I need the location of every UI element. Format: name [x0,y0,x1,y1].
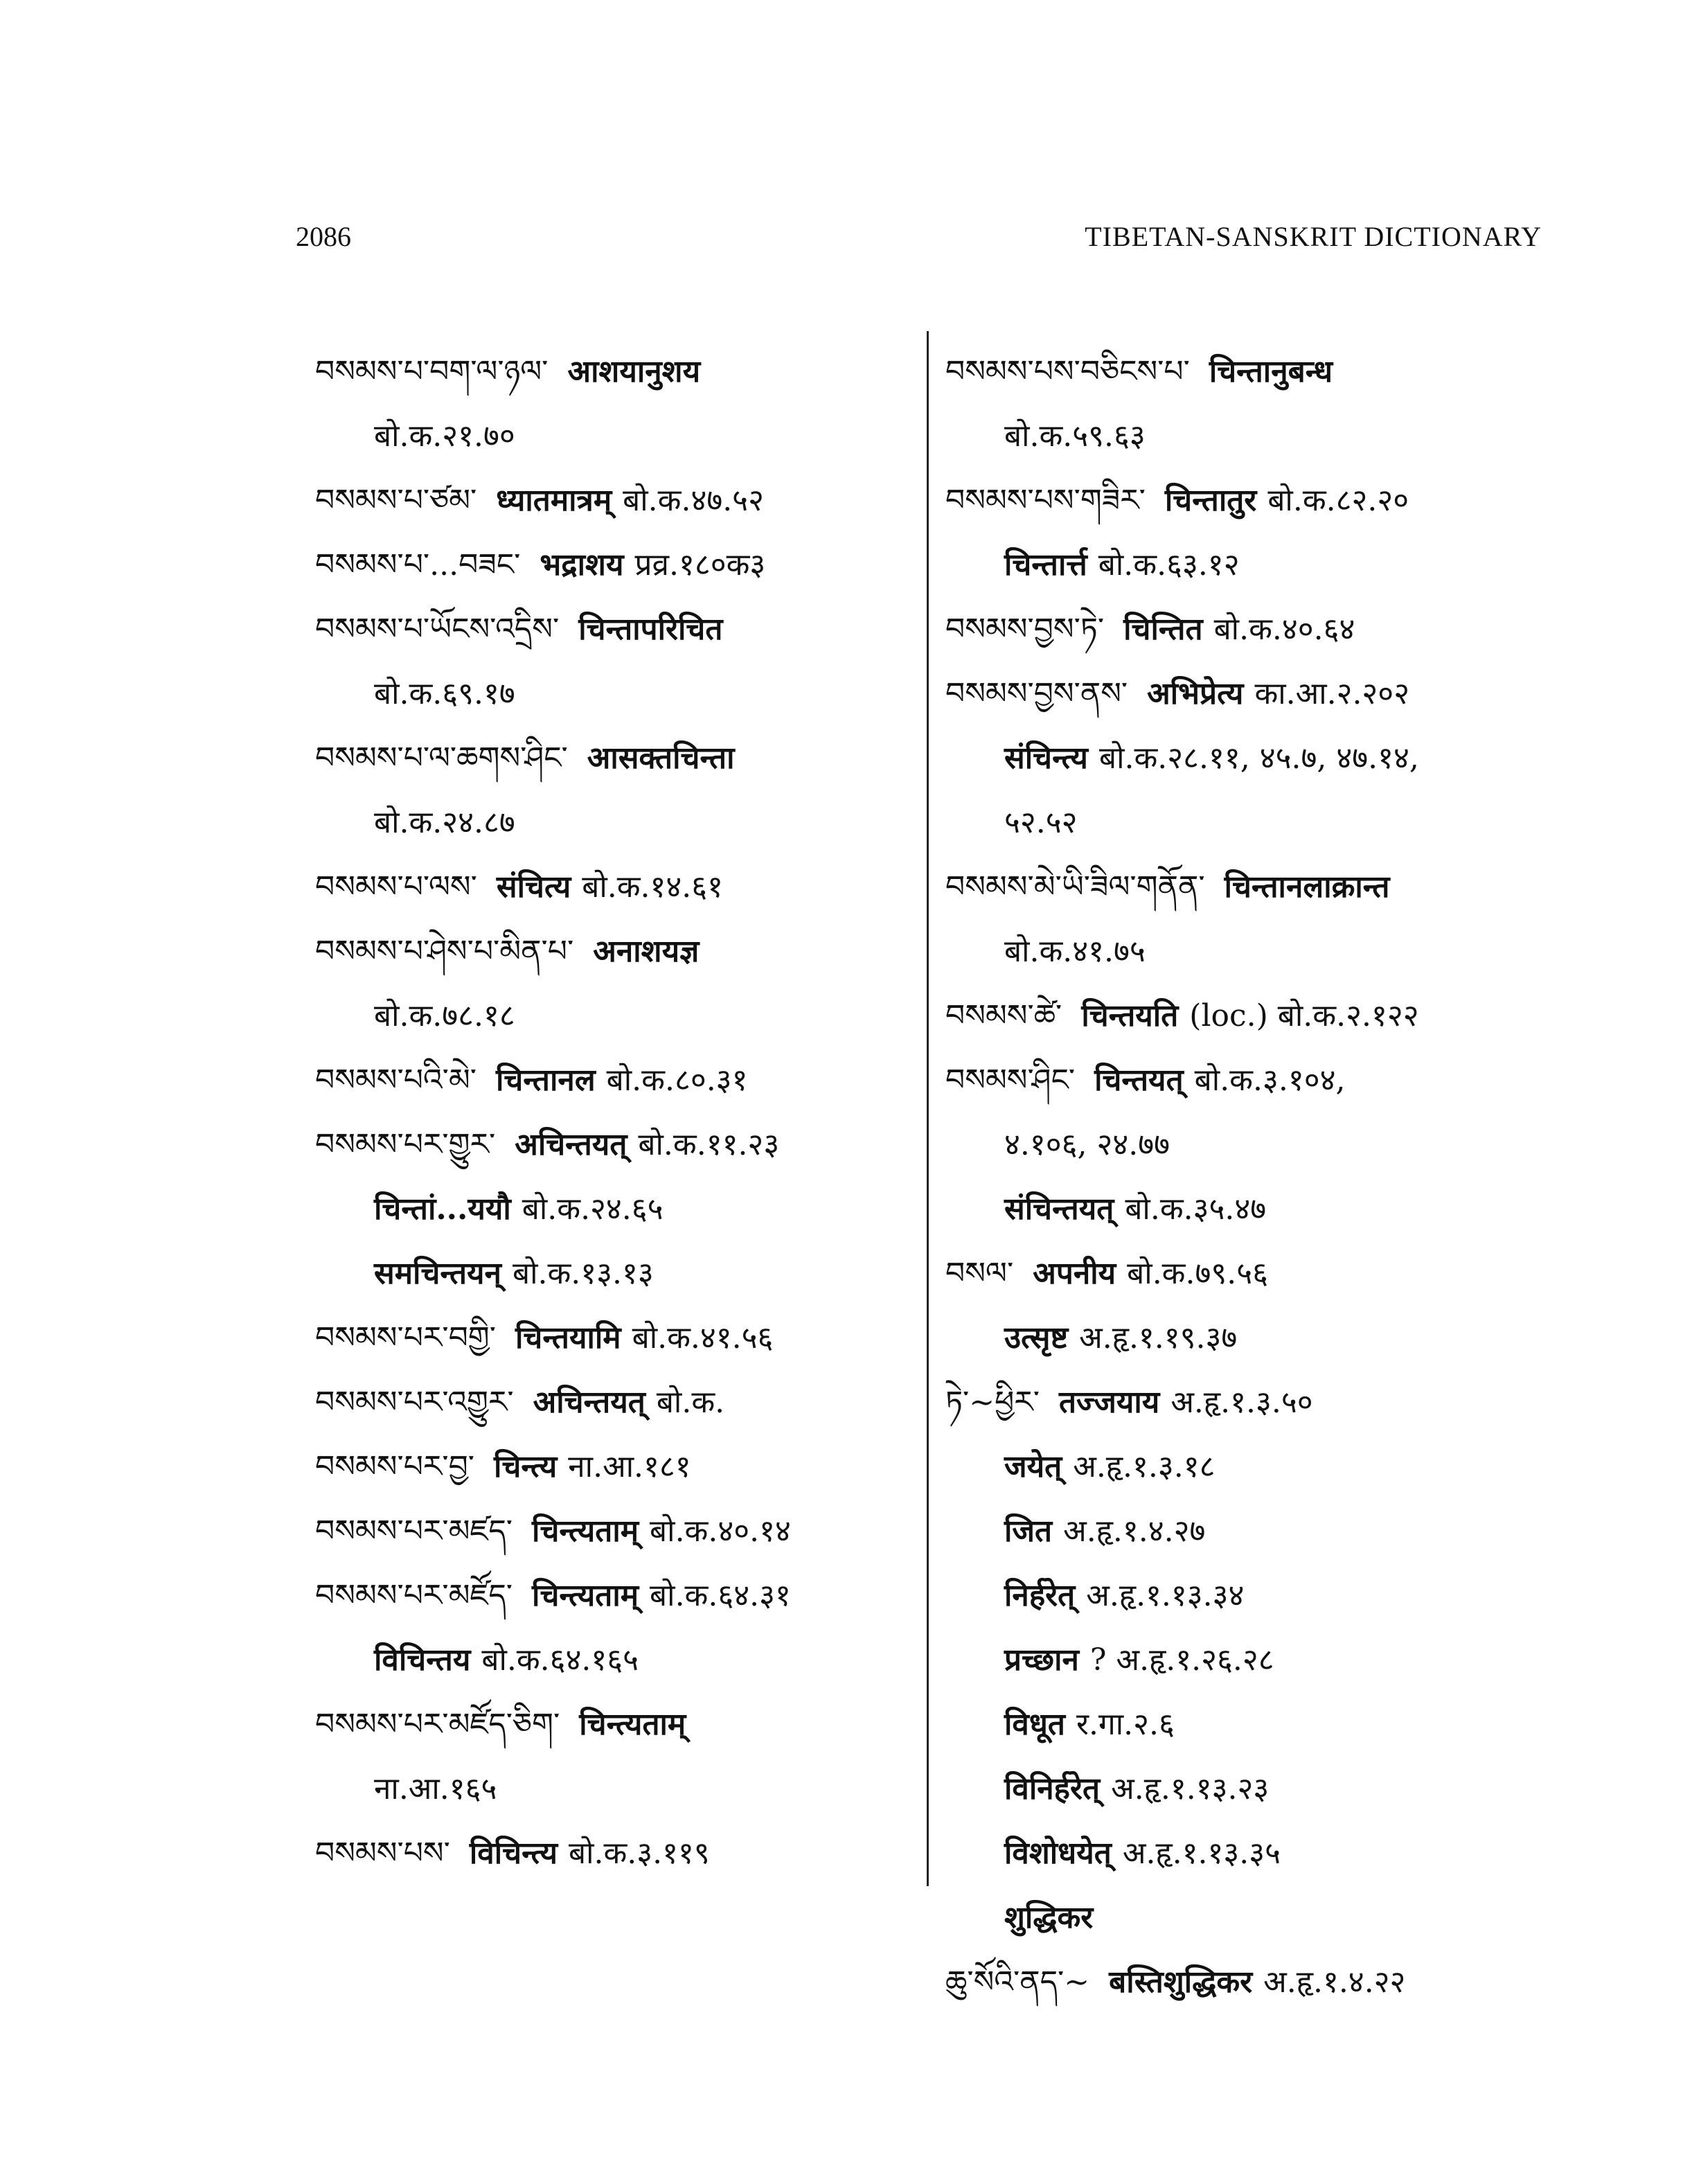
dictionary-entry [315,1177,911,1241]
sanskrit-equivalent: संचिन्तयत् [1004,1191,1114,1227]
source-reference: अ.हृ.१.४.२७ [1063,1513,1206,1549]
sanskrit-equivalent: चिन्तातुर [1164,483,1257,518]
source-reference: बो.क.३.११९ [568,1836,710,1871]
sanskrit-equivalent: उत्सृष्ट [1004,1320,1069,1356]
source-reference: बो.क.५९.६३ [1004,418,1146,454]
source-reference: ना.आ.१६५ [374,1771,497,1806]
sanskrit-equivalent: अनाशयज्ञ [593,934,700,969]
source-reference: ४.१०६, २४.७७ [1004,1127,1170,1162]
tibetan-headword: བསམས་པར་བགྱི་ [315,1320,497,1356]
sanskrit-equivalent: चिन्तानलाक्रान्त [1224,869,1390,905]
tibetan-headword: ཆུ་སོའི་ནད་~ [945,1964,1090,2000]
source-reference: बो.क.७८.१८ [374,998,515,1033]
dictionary-entry [315,468,911,533]
tibetan-headword: བསམས་པར་མཛོད་ཅིག་ [315,1707,560,1742]
sanskrit-equivalent: ध्यातमात्रम् [496,483,612,518]
sanskrit-equivalent: चिन्त्य [494,1449,558,1484]
dictionary-entry [315,1628,911,1692]
tibetan-headword: བསམས་པར་འགྱུར་ [315,1385,514,1420]
dictionary-entry [315,533,911,597]
dictionary-entry [315,1241,911,1306]
dictionary-entry [945,533,1541,597]
dictionary-entry [315,1306,911,1370]
sanskrit-equivalent: अभिप्रेत्य [1147,676,1244,711]
source-reference: ५२.५२ [1004,805,1078,840]
dictionary-entry [315,1499,911,1563]
sanskrit-equivalent: विनिर्हरेत् [1004,1771,1101,1806]
tibetan-headword: བསམས་པར་མཛད་ [315,1513,513,1549]
dictionary-entry [315,339,911,404]
sanskrit-equivalent: अचिन्तयत् [515,1127,627,1162]
tibetan-headword: བསམས་པས་ [315,1836,450,1871]
sanskrit-equivalent: चिन्तयति [1081,998,1179,1033]
dictionary-entry [945,662,1541,726]
source-reference: अ.हृ.१.१३.३४ [1086,1578,1245,1613]
dictionary-entry [315,790,911,855]
dictionary-entry [315,1692,911,1757]
sanskrit-equivalent: चिन्त्यताम् [579,1707,686,1742]
source-reference: बो.क.११.२३ [638,1127,780,1162]
dictionary-entry [945,597,1541,662]
tibetan-headword: བསམས་མེ་ཡི་ཟིལ་གནོན་ [945,869,1205,905]
tibetan-headword: བསམས་པ་ལས་ [315,869,477,905]
sanskrit-equivalent: जित [1004,1513,1053,1549]
sanskrit-equivalent: संचित्य [496,869,571,905]
source-reference: र.गा.२.६ [1076,1707,1175,1742]
dictionary-entry [315,919,911,984]
dictionary-entry [315,1821,911,1885]
sanskrit-equivalent: चिन्तापरिचित [578,612,723,647]
dictionary-entry [945,1435,1541,1499]
tibetan-headword: བསམས་ཤིང་ [945,1063,1076,1098]
source-reference: बो.क.६९.१७ [374,676,515,711]
tibetan-headword: བསམས་པ་ཡོངས་འདྲིས་ [315,612,560,647]
source-reference: अ.हृ.१.१३.२३ [1111,1771,1270,1806]
tibetan-headword: བསམས་པར་གྱུར་ [315,1127,496,1162]
source-reference: (loc.) बो.क.२.१२२ [1189,998,1419,1033]
source-reference: अ.हृ.१.१३.३५ [1122,1836,1281,1871]
sanskrit-equivalent: संचिन्त्य [1004,740,1088,776]
dictionary-entry [945,1241,1541,1306]
source-reference: बो.क.२१.७० [374,418,515,454]
sanskrit-equivalent: विचिन्तय [374,1642,471,1678]
source-reference: बो.क.४७.५२ [623,483,764,518]
tibetan-headword: ཏེ་~ཕྱིར་ [945,1385,1040,1420]
source-reference: प्रव्र.१८०क३ [634,547,766,583]
tibetan-headword: བསམས་པར་མཛོད་ [315,1578,513,1613]
source-reference: बो.क.६३.१२ [1098,547,1240,583]
sanskrit-equivalent: चिन्त्यताम् [532,1513,639,1549]
sanskrit-equivalent: आसक्तचिन्ता [587,740,735,776]
sanskrit-equivalent: अपनीय [1033,1256,1116,1291]
tibetan-headword: བསམས་པ་བག་ལ་ཉལ་ [315,354,549,389]
tibetan-headword: བསམས་པར་བྱ་ [315,1449,475,1484]
sanskrit-equivalent: विधूत [1004,1707,1065,1742]
dictionary-entry [945,1112,1541,1177]
dictionary-entry [945,1628,1541,1692]
tibetan-headword: བསམས་ཚེ་ [945,998,1062,1033]
dictionary-entry [315,1048,911,1112]
sanskrit-equivalent: चिन्तित [1123,612,1203,647]
source-reference: बो.क.८२.२० [1267,483,1409,518]
sanskrit-equivalent: प्रच्छान [1004,1642,1079,1678]
sanskrit-equivalent: समचिन्तयन् [374,1256,501,1291]
sanskrit-equivalent: चिन्तार्त्त [1004,547,1087,583]
source-reference: का.आ.२.२०२ [1254,676,1410,711]
tibetan-headword: བསམས་པས་བཅིངས་པ་ [945,354,1190,389]
tibetan-headword: བསམས་པའི་མེ་ [315,1063,477,1098]
tibetan-headword: བསམས་པ་ལ་ཆགས་ཤིང་ [315,740,568,776]
dictionary-entry [315,1435,911,1499]
source-reference: बो.क.३.१०४, [1194,1063,1346,1098]
dictionary-entry [945,1306,1541,1370]
source-reference: बो.क. [656,1385,725,1420]
dictionary-entry [315,1370,911,1435]
sanskrit-equivalent: बस्तिशुद्धिकर [1109,1964,1253,2000]
source-reference: बो.क.६४.३१ [650,1578,791,1613]
dictionary-entry [315,597,911,662]
source-reference: अ.हृ.१.३.५० [1170,1385,1313,1420]
tibetan-headword: བསམས་པ་ཤེས་པ་མིན་པ་ [315,934,574,969]
dictionary-entry [945,1757,1541,1821]
sanskrit-equivalent: आशयानुशय [567,354,701,389]
sanskrit-equivalent: शुद्धिकर [1004,1900,1094,1935]
dictionary-entry [315,1757,911,1821]
dictionary-entry [945,404,1541,468]
dictionary-entry [945,1499,1541,1563]
source-reference: बो.क.४०.६४ [1213,612,1355,647]
dictionary-entry [315,404,911,468]
dictionary-entry [945,1048,1541,1112]
sanskrit-equivalent: चिन्तानल [496,1063,596,1098]
dictionary-entry [945,1177,1541,1241]
dictionary-entry [945,1885,1541,1950]
tibetan-headword: བསམས་བྱས་ཏེ་ [945,612,1105,647]
sanskrit-equivalent: विचिन्त्य [469,1836,558,1871]
tibetan-headword: བསམས་པ་ཙམ་ [315,483,477,518]
sanskrit-equivalent: चिन्तां...ययौ [374,1191,511,1227]
dictionary-entry [945,1692,1541,1757]
dictionary-entry [945,339,1541,404]
dictionary-entry [945,468,1541,533]
source-reference: बो.क.२४.६५ [522,1191,664,1227]
sanskrit-equivalent: अचिन्तयत् [533,1385,645,1420]
running-title: TIBETAN-SANSKRIT DICTIONARY [1085,221,1542,252]
dictionary-entry [945,919,1541,984]
dictionary-entry [315,1112,911,1177]
tibetan-headword: བསམས་པས་གཟིར་ [945,483,1146,518]
dictionary-entry [945,1821,1541,1885]
source-reference: बो.क.४१.७५ [1004,934,1146,969]
dictionary-entry [945,726,1541,790]
sanskrit-equivalent: विशोधयेत् [1004,1836,1112,1871]
source-reference: बो.क.४१.५६ [632,1320,774,1356]
dictionary-entry [315,726,911,790]
dictionary-entry [945,1950,1541,2014]
sanskrit-equivalent: चिन्तयत् [1094,1063,1184,1098]
dictionary-entry [945,984,1541,1048]
source-reference: बो.क.१३.१३ [512,1256,654,1291]
source-reference: बो.क.४०.१४ [650,1513,791,1549]
sanskrit-equivalent: तज्जयाय [1058,1385,1160,1420]
column-divider [927,331,929,1886]
sanskrit-equivalent: निर्हरेत् [1004,1578,1076,1613]
dictionary-entry [945,1563,1541,1628]
right-column [945,339,1541,2014]
source-reference: बो.क.१४.६१ [582,869,724,905]
source-reference: बो.क.८०.३१ [606,1063,748,1098]
sanskrit-equivalent: भद्राशय [540,547,624,583]
source-reference: बो.क.२४.८७ [374,805,515,840]
tibetan-headword: བསམས་པ་...བཟང་ [315,547,521,583]
source-reference: बो.क.६४.१६५ [481,1642,639,1678]
source-reference: बो.क.७९.५६ [1127,1256,1268,1291]
source-reference: अ.हृ.१.४.२२ [1263,1964,1406,2000]
sanskrit-equivalent: चिन्तयामि [515,1320,621,1356]
source-reference: ? अ.हृ.१.२६.२८ [1089,1642,1274,1678]
dictionary-entry [315,1563,911,1628]
source-reference: अ.हृ.१.३.१८ [1073,1449,1215,1484]
dictionary-entry [945,1370,1541,1435]
sanskrit-equivalent: चिन्तानुबन्ध [1209,354,1333,389]
dictionary-entry [315,855,911,919]
source-reference: अ.हृ.१.१९.३७ [1079,1320,1238,1356]
sanskrit-equivalent: जयेत् [1004,1449,1062,1484]
tibetan-headword: བསལ་ [945,1256,1014,1291]
left-column [315,339,911,1885]
source-reference: ना.आ.१८१ [568,1449,691,1484]
dictionary-entry [315,984,911,1048]
dictionary-entry [315,662,911,726]
page-number: 2086 [296,221,351,252]
tibetan-headword: བསམས་བྱས་ནས་ [945,676,1128,711]
sanskrit-equivalent: चिन्त्यताम् [532,1578,639,1613]
source-reference: बो.क.२८.११, ४५.७, ४७.१४, [1098,740,1419,776]
dictionary-entry [945,790,1541,855]
dictionary-entry [945,855,1541,919]
source-reference: बो.क.३५.४७ [1125,1191,1267,1227]
